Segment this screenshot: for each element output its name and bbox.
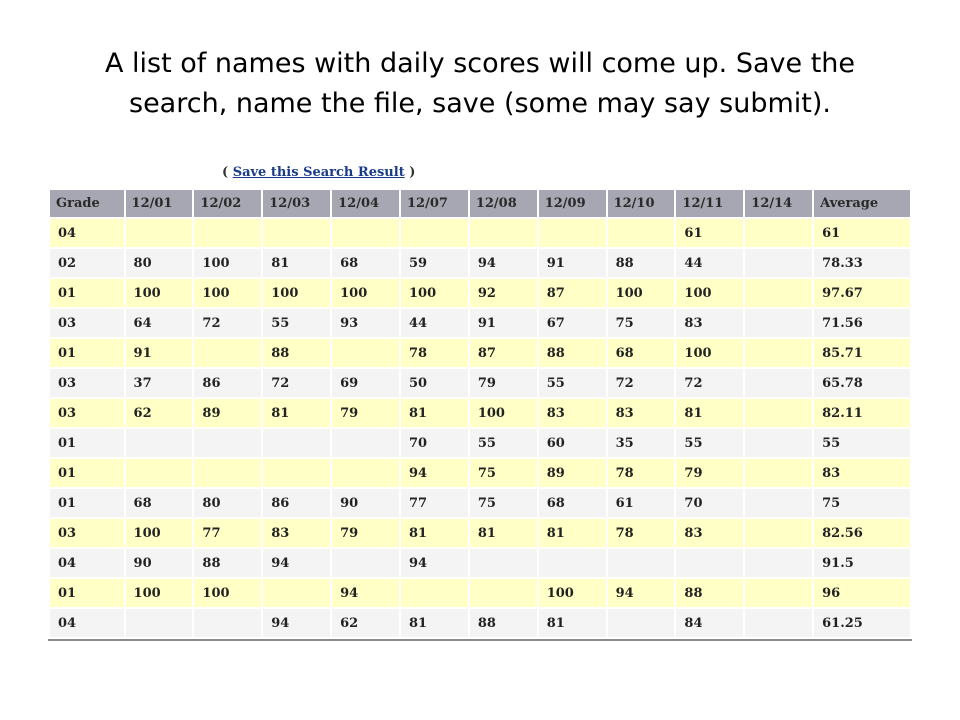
score-cell: 100 [126,579,193,607]
score-cell: 72 [263,369,330,397]
score-cell: 81 [539,519,606,547]
slide-title-line-2: search, name the file, save (some may say submit). [129,88,831,119]
score-cell [745,369,812,397]
score-cell: 100 [194,279,261,307]
score-cell: 70 [676,489,743,517]
score-cell: 81 [401,519,468,547]
score-cell [745,249,812,277]
score-cell: 64 [126,309,193,337]
score-cell: 80 [194,489,261,517]
score-cell: 81 [470,519,537,547]
column-header-day-10: 12/14 [745,190,812,217]
average-cell: 75 [814,489,910,517]
score-cell: 68 [332,249,399,277]
score-cell: 83 [676,309,743,337]
score-cell: 79 [332,399,399,427]
score-cell [539,219,606,247]
score-cell: 88 [263,339,330,367]
average-cell: 61 [814,219,910,247]
score-cell: 88 [676,579,743,607]
score-cell [608,549,675,577]
score-cell: 72 [608,369,675,397]
average-cell: 78.33 [814,249,910,277]
slide-title [40,44,920,124]
average-cell: 83 [814,459,910,487]
score-cell [263,579,330,607]
save-link-open-paren: ( [222,165,233,180]
score-cell [745,579,812,607]
score-cell [745,309,812,337]
score-cell: 100 [126,279,193,307]
score-cell: 61 [676,219,743,247]
score-cell [194,219,261,247]
score-cell: 55 [263,309,330,337]
score-cell: 72 [194,309,261,337]
score-cell: 91 [126,339,193,367]
table-row [50,369,910,397]
save-link-close-paren: ) [404,165,416,180]
table-row [50,549,910,577]
table-row [50,339,910,367]
score-cell: 89 [539,459,606,487]
score-cell: 100 [263,279,330,307]
score-cell: 100 [676,279,743,307]
grade-cell: 04 [50,609,124,637]
score-cell: 83 [676,519,743,547]
table-row [50,609,910,637]
score-cell [126,459,193,487]
score-cell: 91 [470,309,537,337]
score-cell [745,609,812,637]
score-cell [332,459,399,487]
score-cell: 81 [539,609,606,637]
score-cell: 84 [676,609,743,637]
grade-cell: 03 [50,399,124,427]
table-header [50,190,910,217]
score-cell: 70 [401,429,468,457]
score-cell [745,399,812,427]
score-cell: 44 [676,249,743,277]
score-cell: 50 [401,369,468,397]
table-row [50,489,910,517]
score-cell: 69 [332,369,399,397]
save-search-result-link[interactable]: Save this Search Result [232,165,405,180]
grade-cell: 01 [50,339,124,367]
score-cell: 55 [676,429,743,457]
score-cell: 79 [470,369,537,397]
score-cell [745,459,812,487]
score-cell [470,549,537,577]
score-cell [745,339,812,367]
score-cell: 61 [608,489,675,517]
score-cell: 86 [263,489,330,517]
score-cell [745,549,812,577]
score-cell: 75 [470,489,537,517]
score-cell: 88 [539,339,606,367]
score-cell: 67 [539,309,606,337]
average-cell: 97.67 [814,279,910,307]
score-cell: 78 [608,459,675,487]
score-cell: 62 [126,399,193,427]
grade-cell: 01 [50,489,124,517]
score-cell: 44 [401,309,468,337]
score-cell: 100 [676,339,743,367]
score-cell [401,219,468,247]
score-cell: 79 [676,459,743,487]
score-cell: 94 [608,579,675,607]
score-cell: 88 [608,249,675,277]
score-cell: 83 [539,399,606,427]
score-cell: 83 [608,399,675,427]
table-body [50,219,910,637]
score-cell: 79 [332,519,399,547]
score-cell: 100 [539,579,606,607]
score-cell [539,549,606,577]
table-row [50,219,910,247]
grade-cell: 02 [50,249,124,277]
score-cell: 87 [539,279,606,307]
save-search-row [222,165,415,180]
score-cell: 81 [263,399,330,427]
table-row [50,249,910,277]
score-cell: 72 [676,369,743,397]
score-cell [745,279,812,307]
column-header-day-1: 12/01 [126,190,193,217]
column-header-day-6: 12/08 [470,190,537,217]
score-cell [608,609,675,637]
column-header-grade: Grade [50,190,124,217]
slide-title-line-1: A list of names with daily scores will come up. Save the [104,48,856,79]
score-cell: 59 [401,249,468,277]
score-cell: 92 [470,279,537,307]
score-cell [194,459,261,487]
score-cell [676,549,743,577]
average-cell: 96 [814,579,910,607]
score-cell: 35 [608,429,675,457]
grade-cell: 04 [50,549,124,577]
score-cell: 78 [608,519,675,547]
score-cell: 100 [470,399,537,427]
score-cell [470,579,537,607]
score-cell [745,489,812,517]
score-cell: 37 [126,369,193,397]
grade-cell: 01 [50,279,124,307]
score-cell: 55 [539,369,606,397]
score-cell [126,219,193,247]
table-row [50,279,910,307]
average-cell: 82.56 [814,519,910,547]
score-cell [263,429,330,457]
grade-cell: 03 [50,369,124,397]
score-cell: 68 [539,489,606,517]
score-cell [332,429,399,457]
score-cell: 55 [470,429,537,457]
score-cell: 94 [401,459,468,487]
score-cell: 83 [263,519,330,547]
grade-cell: 03 [50,309,124,337]
table-row [50,309,910,337]
average-cell: 82.11 [814,399,910,427]
score-cell [745,219,812,247]
score-cell: 94 [263,549,330,577]
table-row [50,399,910,427]
score-cell: 88 [470,609,537,637]
score-cell: 94 [263,609,330,637]
score-cell: 78 [401,339,468,367]
score-cell [126,429,193,457]
score-cell: 81 [401,609,468,637]
score-cell: 89 [194,399,261,427]
score-cell [263,459,330,487]
score-cell: 81 [676,399,743,427]
score-cell [194,609,261,637]
score-cell: 68 [608,339,675,367]
column-header-day-8: 12/10 [608,190,675,217]
score-cell: 90 [332,489,399,517]
score-cell: 88 [194,549,261,577]
score-cell: 62 [332,609,399,637]
score-cell [194,339,261,367]
score-cell: 75 [608,309,675,337]
column-header-day-9: 12/11 [676,190,743,217]
average-cell: 91.5 [814,549,910,577]
average-cell: 65.78 [814,369,910,397]
table-row [50,519,910,547]
score-cell: 94 [332,579,399,607]
table-row [50,579,910,607]
score-cell: 75 [470,459,537,487]
table-row [50,459,910,487]
score-cell: 100 [401,279,468,307]
score-cell: 100 [194,249,261,277]
score-cell: 90 [126,549,193,577]
score-cell: 81 [401,399,468,427]
column-header-day-5: 12/07 [401,190,468,217]
header-row [50,190,910,217]
score-cell: 77 [194,519,261,547]
column-header-day-2: 12/02 [194,190,261,217]
score-cell: 81 [263,249,330,277]
average-cell: 61.25 [814,609,910,637]
average-cell: 71.56 [814,309,910,337]
score-cell: 100 [332,279,399,307]
score-cell: 86 [194,369,261,397]
grade-cell: 04 [50,219,124,247]
score-cell [263,219,330,247]
score-cell [745,429,812,457]
scores-table [48,188,912,641]
score-cell [332,549,399,577]
score-cell [401,579,468,607]
column-header-day-7: 12/09 [539,190,606,217]
score-cell: 93 [332,309,399,337]
score-cell [332,339,399,367]
average-cell: 85.71 [814,339,910,367]
score-cell: 80 [126,249,193,277]
score-cell: 87 [470,339,537,367]
score-cell [745,519,812,547]
score-cell [332,219,399,247]
score-cell: 100 [194,579,261,607]
score-cell: 77 [401,489,468,517]
grade-cell: 01 [50,579,124,607]
grade-cell: 01 [50,459,124,487]
score-cell: 100 [126,519,193,547]
score-cell [470,219,537,247]
column-header-day-3: 12/03 [263,190,330,217]
score-cell: 91 [539,249,606,277]
score-cell: 100 [608,279,675,307]
grade-cell: 03 [50,519,124,547]
table-row [50,429,910,457]
score-cell: 94 [401,549,468,577]
score-cell [608,219,675,247]
score-cell: 68 [126,489,193,517]
score-cell [194,429,261,457]
score-cell: 94 [470,249,537,277]
average-cell: 55 [814,429,910,457]
column-header-day-4: 12/04 [332,190,399,217]
grade-cell: 01 [50,429,124,457]
column-header-average: Average [814,190,910,217]
score-cell [126,609,193,637]
score-cell: 60 [539,429,606,457]
